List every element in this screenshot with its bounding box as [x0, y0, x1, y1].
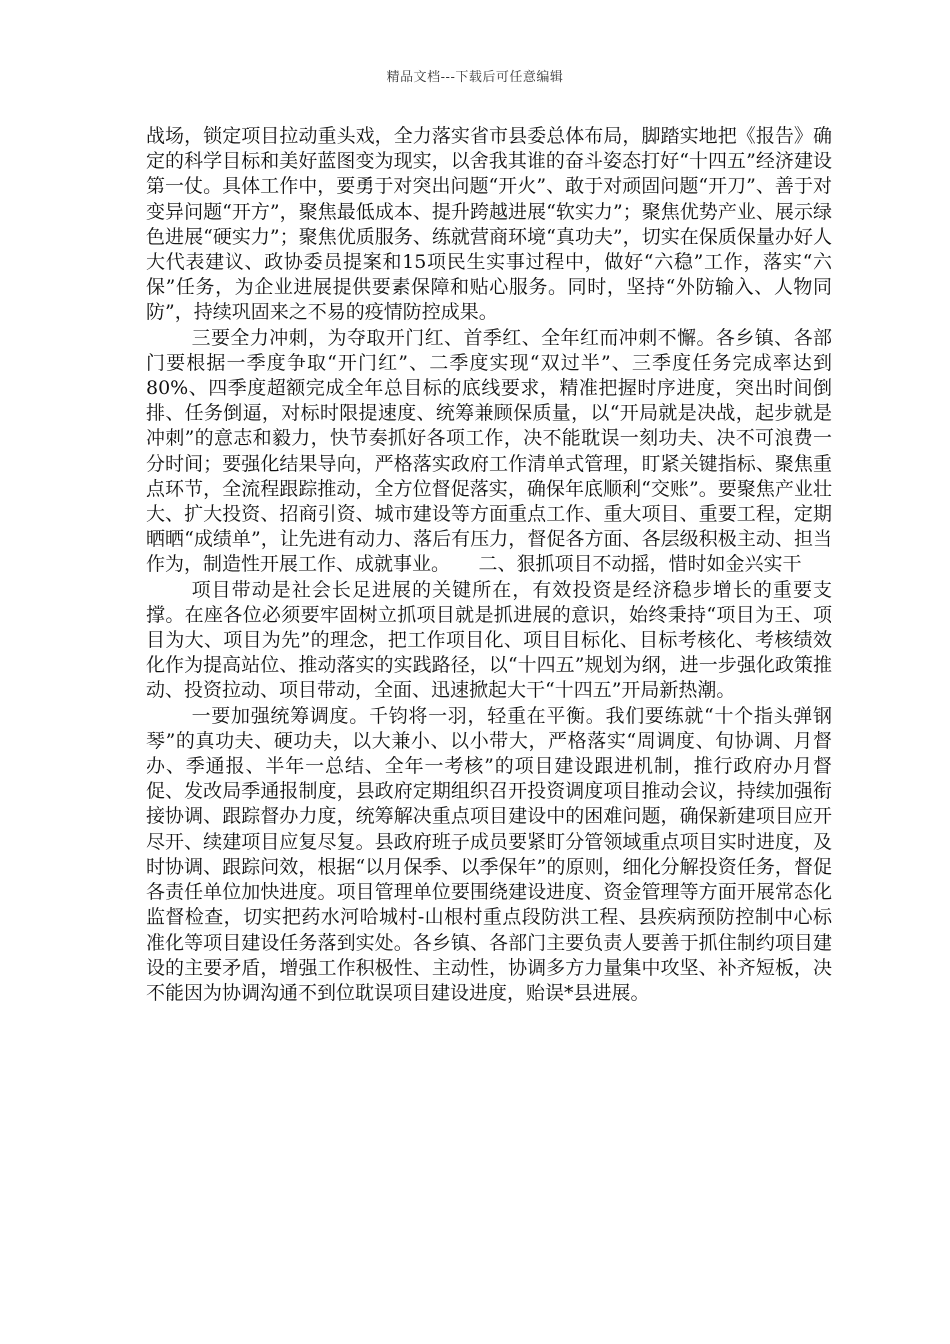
paragraph-1: 战场，锁定项目拉动重头戏，全力落实省市县委总体布局，脚踏实地把《报告》确定的科学目标和美好蓝图变为现实，以舍我其谁的奋斗姿态打好“十四五”经济建设第一仗。具体工作中，要勇于对突出问题“开火”、敢于对顽固问题“开刀”、善于对变异问题“开方”，聚焦最低成本、提升跨越进展“软实力”；聚焦优势产业、展示绿色进展“硬实力”；聚焦优质服务、练就营商环境“真功夫”，切实在保质保量办好人大代表建议、政协委员提案和15项民生实事过程中，做好“六稳”工作，落实“六保”任务，为企业进展提供要素保障和贴心服务。同时，坚持“外防输入、人物同防”，持续巩固来之不易的疫情防控成果。: [146, 125, 832, 324]
page-header: 精品文档---下载后可任意编辑: [386, 70, 564, 85]
document-body: [146, 124, 832, 1006]
paragraph-3: 项目带动是社会长足进展的关键所在，有效投资是经济稳步增长的重要支撑。在座各位必须要牢固树立抓项目就是抓进展的意识，始终秉持“项目为王、项目为大、项目为先”的理念，把工作项目化、项目目标化、目标考核化、考核绩效化作为提高站位、推动落实的实践路径，以“十四五”规划为纲，进一步强化政策推动、投资拉动、项目带动，全面、迅速掀起大干“十四五”开局新热潮。: [146, 578, 832, 702]
paragraph-4: 一要加强统筹调度。千钧将一羽，轻重在平衡。我们要练就“十个指头弹钢琴”的真功夫、硬功夫，以大兼小、以小带大，严格落实“周调度、旬协调、月督办、季通报、半年一总结、全年一考核”的项目建设跟进机制，推行政府办月督促、发改局季通报制度，县政府定期组织召开投资调度项目推动会议，持续加强衔接协调、跟踪督办力度，统筹解决重点项目建设中的困难问题，确保新建项目应开尽开、续建项目应复尽复。县政府班子成员要紧盯分管领域重点项目实时进度，及时协调、跟踪问效，根据“以月保季、以季保年”的原则，细化分解投资任务，督促各责任单位加快进度。项目管理单位要围绕建设进度、资金管理等方面开展常态化监督检查，切实把药水河哈城村-山根村重点段防洪工程、县疾病预防控制中心标准化等项目建设任务落到实处。各乡镇、各部门主要负责人要善于抓住制约项目建设的主要矛盾，增强工作积极性、主动性，协调多方力量集中攻坚、补齐短板，决不能因为协调沟通不到位耽误项目建设进度，贻误*县进展。: [146, 704, 832, 1004]
paragraph-2: 三要全力冲刺，为夺取开门红、首季红、全年红而冲刺不懈。各乡镇、各部门要根据一季度争取“开门红”、二季度实现“双过半”、三季度任务完成率达到80%、四季度超额完成全年总目标的底线要求，精准把握时序进度，突出时间倒排、任务倒逼，对标时限提速度、统筹兼顾保质量，以“开局就是决战，起步就是冲刺”的意志和毅力，快节奏抓好各项工作，决不能耽误一刻功夫、决不可浪费一分时间；要强化结果导向，严格落实政府工作清单式管理，盯紧关键指标、聚焦重点环节，全流程跟踪推动，全方位督促落实，确保年底顺利“交账”。要聚焦产业壮大、扩大投资、招商引资、城市建设等方面重点工作、重大项目、重要工程，定期晒晒“成绩单”，让先进有动力、落后有压力，督促各方面、各层级积极主动、担当作为，制造性开展工作、成就事业。 二、狠抓项目不动摇，惜时如金兴实干: [146, 326, 832, 576]
